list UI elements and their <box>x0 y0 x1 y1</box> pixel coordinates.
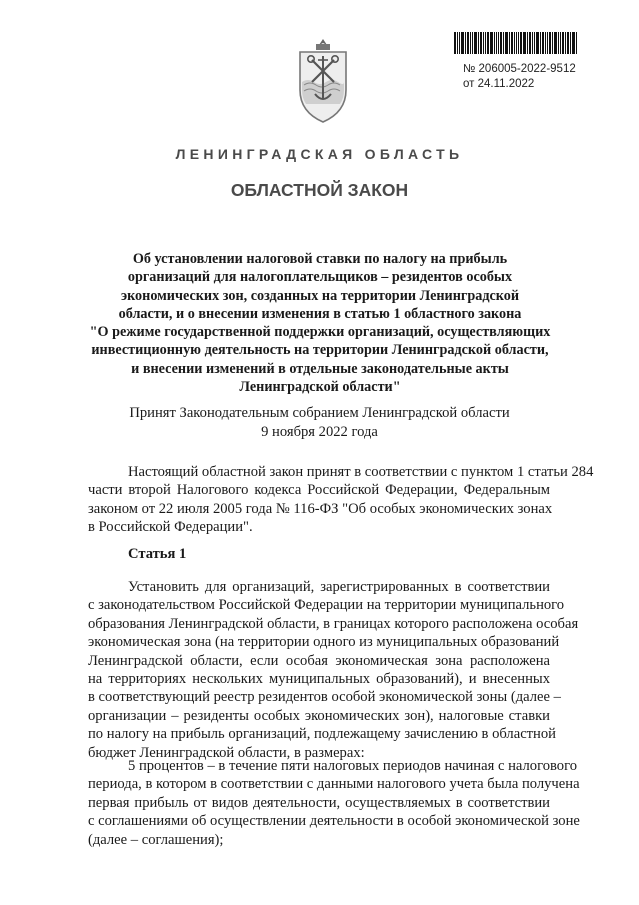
text-line: в соответствующий реестр резидентов особой экономической зоны (далее – <box>88 689 561 706</box>
preamble-paragraph <box>88 463 594 537</box>
text-line: 5 процентов – в течение пяти налоговых периодов начиная с налогового <box>128 758 577 774</box>
text-line: с соглашениями об осуществлении деятельности в особой экономической зоне <box>88 813 580 830</box>
text-line: образования Ленинградской области, в границах которого расположена особая <box>88 615 579 632</box>
text-line: бюджет Ленинградской области, в размерах: <box>88 744 365 761</box>
text-line: Установить для организаций, зарегистрированных в соответствии <box>128 579 550 595</box>
text-line: с законодательством Российской Федерации на территории муниципального <box>88 597 565 614</box>
article-paragraph <box>88 578 579 762</box>
law-type-heading: ОБЛАСТНОЙ ЗАКОН <box>230 180 409 200</box>
text-line: по налогу на прибыль организаций, подлежащему зачислению в областной <box>88 726 556 743</box>
law-title-line: организаций для налогоплательщиков – резидентов особых <box>127 269 513 286</box>
text-line: на территориях нескольких муниципальных образований), и внесенных <box>88 671 550 688</box>
law-title-line: Об установлении налоговой ставки по налогу на прибыль <box>132 251 508 267</box>
law-title-line: "О режиме государственной поддержки организаций, осуществляющих <box>89 324 551 341</box>
region-heading: ЛЕНИНГРАДСКАЯ ОБЛАСТЬ <box>175 146 464 162</box>
text-line: Настоящий областной закон принят в соответствии с пунктом 1 статьи 284 <box>128 464 594 480</box>
text-line: периода, в котором в соответствии с данными налогового учета была получена <box>88 776 580 793</box>
law-title-line: Ленинградской области" <box>239 379 401 396</box>
text-line: Ленинградской области, если особая экономическая зона расположена <box>88 652 550 669</box>
text-line: организации – резиденты особых экономических зон), налоговые ставки <box>88 707 550 724</box>
text-line: первая прибыль от видов деятельности, осуществляемых в соответствии <box>88 794 550 811</box>
coat-of-arms-emblem <box>296 38 350 124</box>
text-line: законом от 22 июля 2005 года № 116-ФЗ "Об особых экономических зонах <box>88 500 553 517</box>
law-title <box>80 250 560 396</box>
text-line: в Российской Федерации". <box>88 519 253 536</box>
registration-number: № 206005-2022-9512 <box>463 63 576 75</box>
text-line: экономическая зона (на территории одного из муниципальных образований <box>88 634 560 651</box>
text-line: (далее – соглашения); <box>88 831 224 848</box>
rate-item-paragraph <box>88 757 580 849</box>
barcode <box>454 32 586 54</box>
law-title-line: инвестиционную деятельность на территории Ленинградской области, <box>91 342 549 359</box>
law-title-line: экономических зон, созданных на территории Ленинградской <box>120 287 520 304</box>
adoption-note <box>0 404 639 441</box>
text-line: части второй Налогового кодекса Российской Федерации, Федеральным <box>88 482 550 499</box>
article-heading: Статья 1 <box>128 546 187 562</box>
registration-date: от 24.11.2022 <box>463 78 535 90</box>
adoption-line: Принят Законодательным собранием Ленинградской области <box>129 405 510 421</box>
law-title-line: и внесении изменений в отдельные законодательные акты <box>131 360 509 377</box>
adoption-date: 9 ноября 2022 года <box>261 423 378 440</box>
law-title-line: области, и о внесении изменения в статью 1 областного закона <box>118 305 522 322</box>
